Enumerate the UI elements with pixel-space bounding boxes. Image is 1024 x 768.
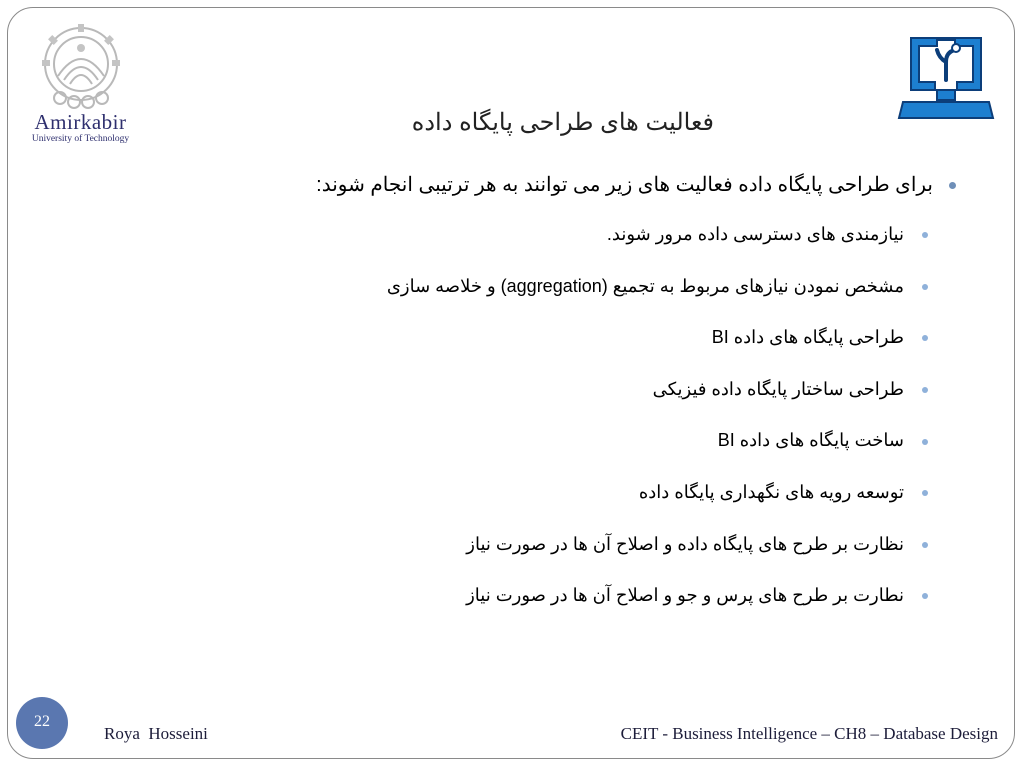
list-item-text: مشخص نمودن نیازهای مربوط به تجمیع (aggregation) و خلاصه سازی [386,275,904,296]
bullet-dot-icon [922,490,928,496]
list-item [387,532,928,584]
list-item [387,222,928,274]
amirkabir-seal-icon [40,24,122,110]
bullet-dot-icon [922,593,928,599]
footer-course: CEIT - Business Intelligence – CH8 – Database Design [620,724,998,743]
list-item [387,377,928,429]
list-item-text: طراحی پایگاه های داده BI [711,327,904,348]
list-item [387,274,928,326]
bullet-dot-icon [922,232,928,238]
list-item [387,583,928,635]
amirkabir-logo [18,24,143,149]
page-number-badge: 22 [16,697,68,749]
brand-subtitle: University of Technology [31,134,130,144]
bullet-dot-icon [949,182,956,189]
main-bullet-text: برای طراحی پایگاه داده فعالیت های زیر می توانند به هر ترتیبی انجام شوند: [316,174,933,196]
list-item [387,325,928,377]
list-item-text: نطارت بر طرح های پرس و جو و اصلاح آن ها در صورت نیاز [466,585,904,606]
list-item-text: نظارت بر طرح های پایگاه داده و اصلاح آن ها در صورت نیاز [466,533,904,554]
list-item-text: ساخت پایگاه های داده BI [717,430,904,451]
list-item [387,480,928,532]
list-item-text: طراحی ساختار پایگاه داده فیزیکی [652,378,904,399]
footer-author: Roya Hosseini [104,724,208,743]
ceit-computer-icon [897,28,995,124]
list-item-text: توسعه رویه های نگهداری پایگاه داده [638,481,904,502]
slide-title: فعالیت های طراحی پایگاه داده [411,109,714,136]
sub-bullet-list [387,222,928,635]
main-bullet [316,172,956,197]
list-item-text: نیازمندی های دسترسی داده مرور شوند. [606,224,904,244]
brand-name: Amirkabir [34,110,127,134]
bullet-dot-icon [922,284,928,290]
bullet-dot-icon [922,335,928,341]
bullet-dot-icon [922,439,928,445]
bullet-dot-icon [922,387,928,393]
list-item [387,428,928,480]
bullet-dot-icon [922,542,928,548]
